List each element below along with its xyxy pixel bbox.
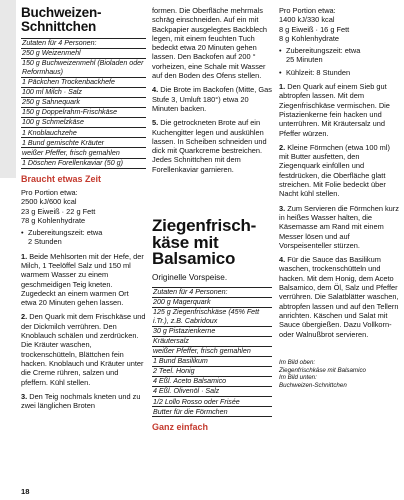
step-number: 5. — [152, 118, 159, 128]
ingredient-row: weißer Pfeffer, frisch gemahlen — [152, 347, 272, 357]
image-caption: Im Bild oben: Ziegenfrischkäse mit Balsamico Im Bild unten: Buchweizen-Schnittchen — [279, 358, 366, 390]
steps-buchweizen — [21, 252, 146, 411]
steps-buchweizen-continued — [152, 85, 272, 174]
ingredient-row: 250 g Sahnequark — [21, 98, 146, 108]
ingredient-row: 250 g Weizenmehl — [21, 49, 146, 59]
recipe-step — [279, 143, 401, 199]
step-text: Den Quark auf einem Sieb gut abtropfen lassen. Mit dem Ziegenfrischkäse vermischen. Die Pistazienkerne fein hacken und unterrühren. Mit Kräutersalz und Pfeffer würzen. — [279, 82, 390, 138]
column-1 — [21, 0, 146, 415]
recipe-step — [21, 312, 146, 386]
ingredient-row: 4 Eßl. Olivenöl · Salz — [152, 387, 272, 397]
step-number: 4. — [152, 85, 159, 95]
recipe-step — [21, 392, 146, 411]
steps-ziegenkaese — [279, 82, 401, 339]
step-number: 1. — [21, 251, 28, 261]
ingredient-row: 1 Päckchen Trockenbackhefe — [21, 78, 146, 88]
section-tab — [0, 0, 16, 178]
step-number: 2. — [279, 142, 286, 152]
difficulty-label: Braucht etwas Zeit — [21, 173, 102, 184]
step-continued: formen. Die Oberfläche mehrmals schräg einschneiden. Auf ein mit Backpapier ausgelegtes Backblech legen, mit einem feuchten Tuch bedeckt etwa 20 Minuten gehen lassen. Den Backofen auf 200 ° vorheizen, eine Schale mit Wasser auf den Boden des Ofens stellen. — [152, 6, 268, 81]
nutrition-info: Pro Portion etwa: 2500 kJ/600 kcal 23 g Eiweiß · 22 g Fett 78 g Kohlenhydrate — [21, 187, 96, 225]
recipe-step — [279, 82, 401, 138]
step-text: Die Brote im Backofen (Mitte, Gas Stufe 3, Umluft 180°) etwa 20 Minuten backen. — [152, 85, 272, 113]
recipe-title-ziegenkaese: Ziegenfrisch- käse mit Balsamico — [152, 216, 257, 269]
step-number: 2. — [21, 312, 28, 322]
step-number: 3. — [21, 391, 28, 401]
recipe-step — [279, 255, 401, 339]
ingredient-row: 1 Knoblauchzehe — [21, 128, 146, 138]
column-2 — [152, 0, 272, 437]
page-number: 18 — [21, 487, 30, 496]
step-text: Zum Servieren die Förmchen kurz in heißes Wasser halten, die Käsemasse am Rand mit einem Messer lösen und auf Vorspeisenteller stürzen. — [279, 203, 399, 250]
step-text: Die getrockneten Brote auf ein Kuchengitter legen und auskühlen lassen. In Scheiben schneiden und dick mit Quarkcreme bestreichen. Jedes Schnittchen mit dem Forellenkaviar garnieren. — [152, 118, 267, 174]
cooling-time: • Kühlzeit: 8 Stunden — [279, 68, 401, 77]
recipe-subtitle: Originelle Vorspeise. — [152, 272, 228, 282]
step-text: Den Quark mit dem Frischkäse und der Dickmilch verrühren. Den Knoblauch schälen und zerdrücken. Die Kräuter waschen, trockenschütteln, Blättchen fein hacken. Knoblauch und Kräuter unter die Creme rühren, salzen und pfeffern. Kühl stellen. — [21, 312, 146, 387]
ingredient-list-buchweizen — [21, 38, 146, 169]
ingredient-row: 200 g Magerquark — [152, 298, 272, 308]
ingredient-row: 1 Bund Basilikum — [152, 357, 272, 367]
recipe-step — [152, 85, 272, 113]
step-text: Beide Mehlsorten mit der Hefe, der Milch, 1 Teelöffel Salz und 150 ml warmem Wasser zu einem geschmeidigen Teig kneten. Zugedeckt an einem warmen Ort etwa 20 Minuten gehen lassen. — [21, 251, 144, 308]
nutrition-info: Pro Portion etwa: 1400 kJ/330 kcal 8 g Eiweiß · 16 g Fett 8 g Kohlenhydrate — [279, 6, 350, 43]
prep-time: • Zubereitungszeit: etwa 25 Minuten — [279, 46, 401, 65]
ingredient-row: Butter für die Förmchen — [152, 407, 272, 417]
ingredient-row: Zutaten für 4 Personen: — [152, 288, 272, 298]
ingredient-row: weißer Pfeffer, frisch gemahlen — [21, 148, 146, 158]
ingredient-row: 100 ml Milch · Salz — [21, 88, 146, 98]
step-text: Für die Sauce das Basilikum waschen, trockenschütteln und hacken. Mit dem Honig, dem Aceto Balsamico, dem Öl, Salz und Pfeffer verrühren. Die Salatblätter waschen, abtropfen lassen und auf den Tellern anrichten. Käschen und Salat mit Sauce übergießen. Dazu Vollkorn- oder Walnußbrot servieren. — [279, 255, 399, 339]
step-text: Den Teig nochmals kneten und zu zwei länglichen Broten — [21, 391, 141, 411]
ingredient-row: 1/2 Lollo Rosso oder Frisée — [152, 397, 272, 407]
prep-time: • Zubereitungszeit: etwa 2 Stunden — [21, 228, 146, 247]
step-number: 4. — [279, 255, 286, 265]
step-number: 3. — [279, 203, 286, 213]
recipe-title-buchweizen: Buchweizen- Schnittchen — [21, 5, 102, 34]
step-number: 1. — [279, 82, 286, 92]
column-3 — [279, 0, 401, 390]
recipe-step — [279, 204, 401, 250]
ingredient-row: Zutaten für 4 Personen: — [21, 39, 146, 49]
ingredient-row: Kräutersalz — [152, 337, 272, 347]
ingredient-row: 1 Döschen Forellenkaviar (50 g) — [21, 159, 146, 169]
ingredient-row: 150 g Buchweizenmehl (Bioladen oder Reformhaus) — [21, 59, 146, 78]
recipe-step — [21, 252, 146, 308]
ingredient-row: 1 Bund gemischte Kräuter — [21, 138, 146, 148]
ingredient-row: 2 Teel. Honig — [152, 367, 272, 377]
ingredient-row: 4 Eßl. Aceto Balsamico — [152, 377, 272, 387]
ingredient-row: 30 g Pistazienkerne — [152, 327, 272, 337]
ingredient-row: 100 g Schmelzkäse — [21, 118, 146, 128]
ingredient-row: 125 g Ziegenfrischkäse (45% Fett i.Tr.), z.B. Cabridoux — [152, 308, 272, 327]
ingredient-row: 150 g Doppelrahm-Frischkäse — [21, 108, 146, 118]
ingredient-list-ziegenkaese — [152, 287, 272, 418]
difficulty-label: Ganz einfach — [152, 422, 209, 433]
recipe-step — [152, 118, 272, 174]
step-text: Kleine Förmchen (etwa 100 ml) mit Butter ausfetten, den Ziegenquark einfüllen und festdrücken, die Oberfläche glatt streichen. Mit Folie bedeckt über Nacht kühl stellen. — [279, 142, 390, 199]
